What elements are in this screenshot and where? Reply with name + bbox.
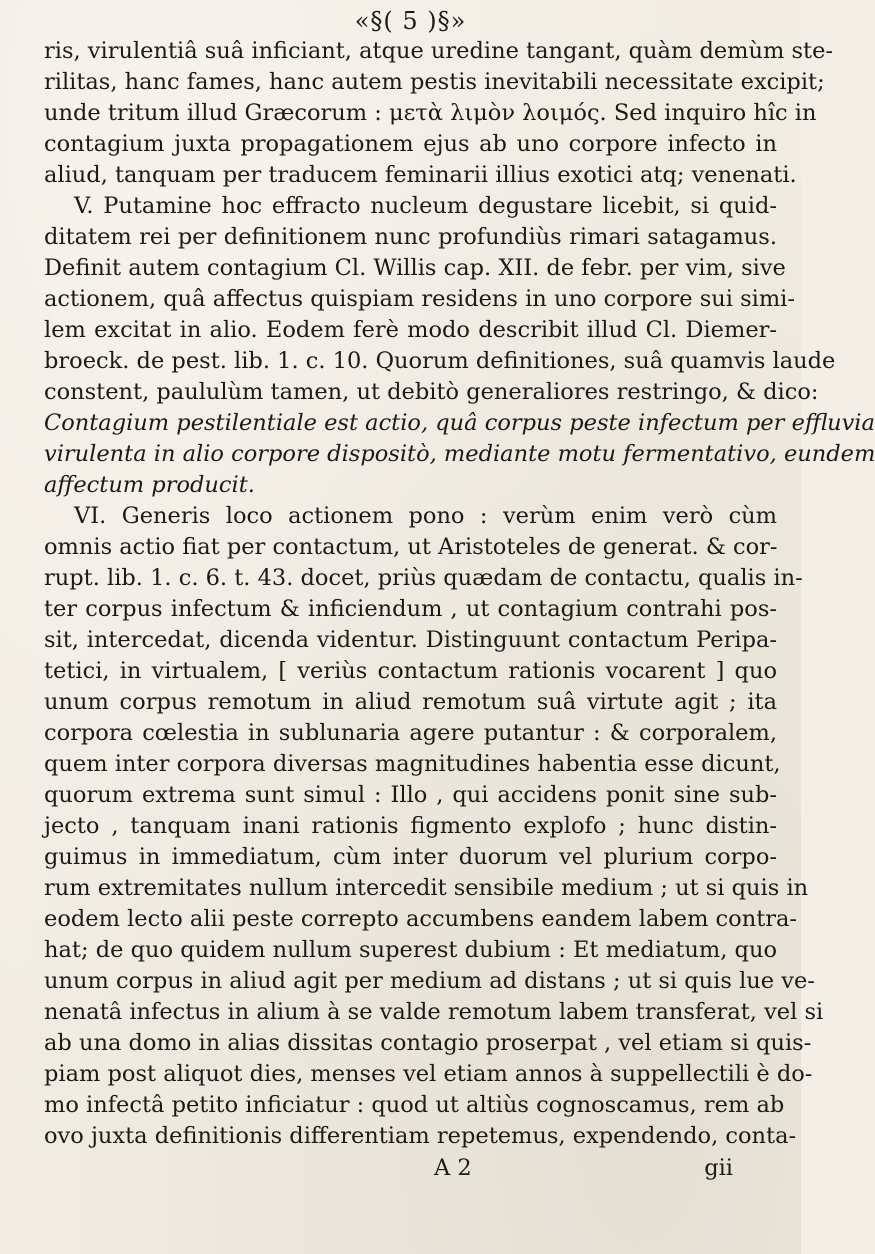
text-line: contagium juxta propagationem ejus ab uno corpore infecto in [44,131,777,157]
text-line: unum corpus remotum in aliud remotum suâ virtute agit ; ita [44,689,777,715]
text-line: aliud, tanquam per traducem feminarii illius exotici atq; venenati. [44,162,797,188]
text-line: mo infectâ petito inficiatur : quod ut altiùs cognoscamus, rem ab [44,1092,785,1118]
text-line: hat; de quo quidem nullum superest dubium : Et mediatum, quo [44,937,777,963]
definition-line: virulenta in alio corpore dispositò, mediante motu fermentativo, eundem [44,441,875,467]
text-line: quorum extrema sunt simul : Illo , qui accidens ponit sine sub- [44,782,777,808]
text-line: corpora cœlestia in sublunaria agere putantur : & corporalem, [44,720,777,746]
definition-line: affectum producit. [44,472,255,498]
running-head: «§( 5 )§» [354,7,467,35]
definition-line: Contagium pestilentiale est actio, quâ corpus peste infectum per effluvia [44,410,875,436]
text-line: unde tritum illud Græcorum : μετὰ λιμὸν λοιμός. Sed inquiro hîc in [44,100,817,126]
text-line: quem inter corpora diversas magnitudines habentia esse dicunt, [44,751,781,777]
text-line: sit, intercedat, dicenda videntur. Distinguunt contactum Peripa- [44,627,777,653]
text-line: actionem, quâ affectus quispiam residens in uno corpore sui simi- [44,286,795,312]
text-line: tetici, in virtualem, [ veriùs contactum rationis vocarent ] quo [44,658,777,684]
text-line: rilitas, hanc fames, hanc autem pestis inevitabili necessitate excipit; [44,69,825,95]
text-line: eodem lecto alii peste correpto accumbens eandem labem contra- [44,906,798,932]
text-line: unum corpus in aliud agit per medium ad distans ; ut si quis lue ve- [44,968,815,994]
paragraph-v-start: V. Putamine hoc effracto nucleum degustare licebit, si quid- [74,193,777,219]
text-line: jecto , tanquam inani rationis figmento explofo ; hunc distin- [44,813,777,839]
body-text [44,36,875,1152]
text-line: Definit autem contagium Cl. Willis cap. XII. de febr. per vim, sive [44,255,786,281]
text-line: rum extremitates nullum intercedit sensibile medium ; ut si quis in [44,875,809,901]
text-line: constent, paululùm tamen, ut debitò generaliores restringo, & dico: [44,379,819,405]
text-line: ovo juxta definitionis differentiam repetemus, expendendo, conta- [44,1123,797,1149]
text-line: omnis actio fiat per contactum, ut Aristoteles de generat. & cor- [44,534,778,560]
text-line: ter corpus infectum & inficiendum , ut contagium contrahi pos- [44,596,777,622]
text-line: ris, virulentiâ suâ inficiant, atque uredine tangant, quàm demùm ste- [44,38,833,64]
signature-mark: A 2 [434,1155,472,1181]
text-line: lem excitat in alio. Eodem ferè modo describit illud Cl. Diemer- [44,317,777,343]
paragraph-vi-start: VI. Generis loco actionem pono : verùm enim verò cùm [74,503,777,529]
text-line: ditatem rei per definitionem nunc profundiùs rimari satagamus. [44,224,777,250]
text-line: piam post aliquot dies, menses vel etiam annos à suppellectili è do- [44,1061,813,1087]
text-line: nenatâ infectus in alium à se valde remotum labem transferat, vel si [44,999,824,1025]
text-line: ab una domo in alias dissitas contagio proserpat , vel etiam si quis- [44,1030,812,1056]
text-line: guimus in immediatum, cùm inter duorum vel plurium corpo- [44,844,777,870]
text-line: rupt. lib. 1. c. 6. t. 43. docet, priùs quædam de contactu, qualis in- [44,565,803,591]
catchword: gii [704,1155,733,1181]
page-footer [44,1152,777,1184]
text-line: broeck. de pest. lib. 1. c. 10. Quorum definitiones, suâ quamvis laude [44,348,836,374]
